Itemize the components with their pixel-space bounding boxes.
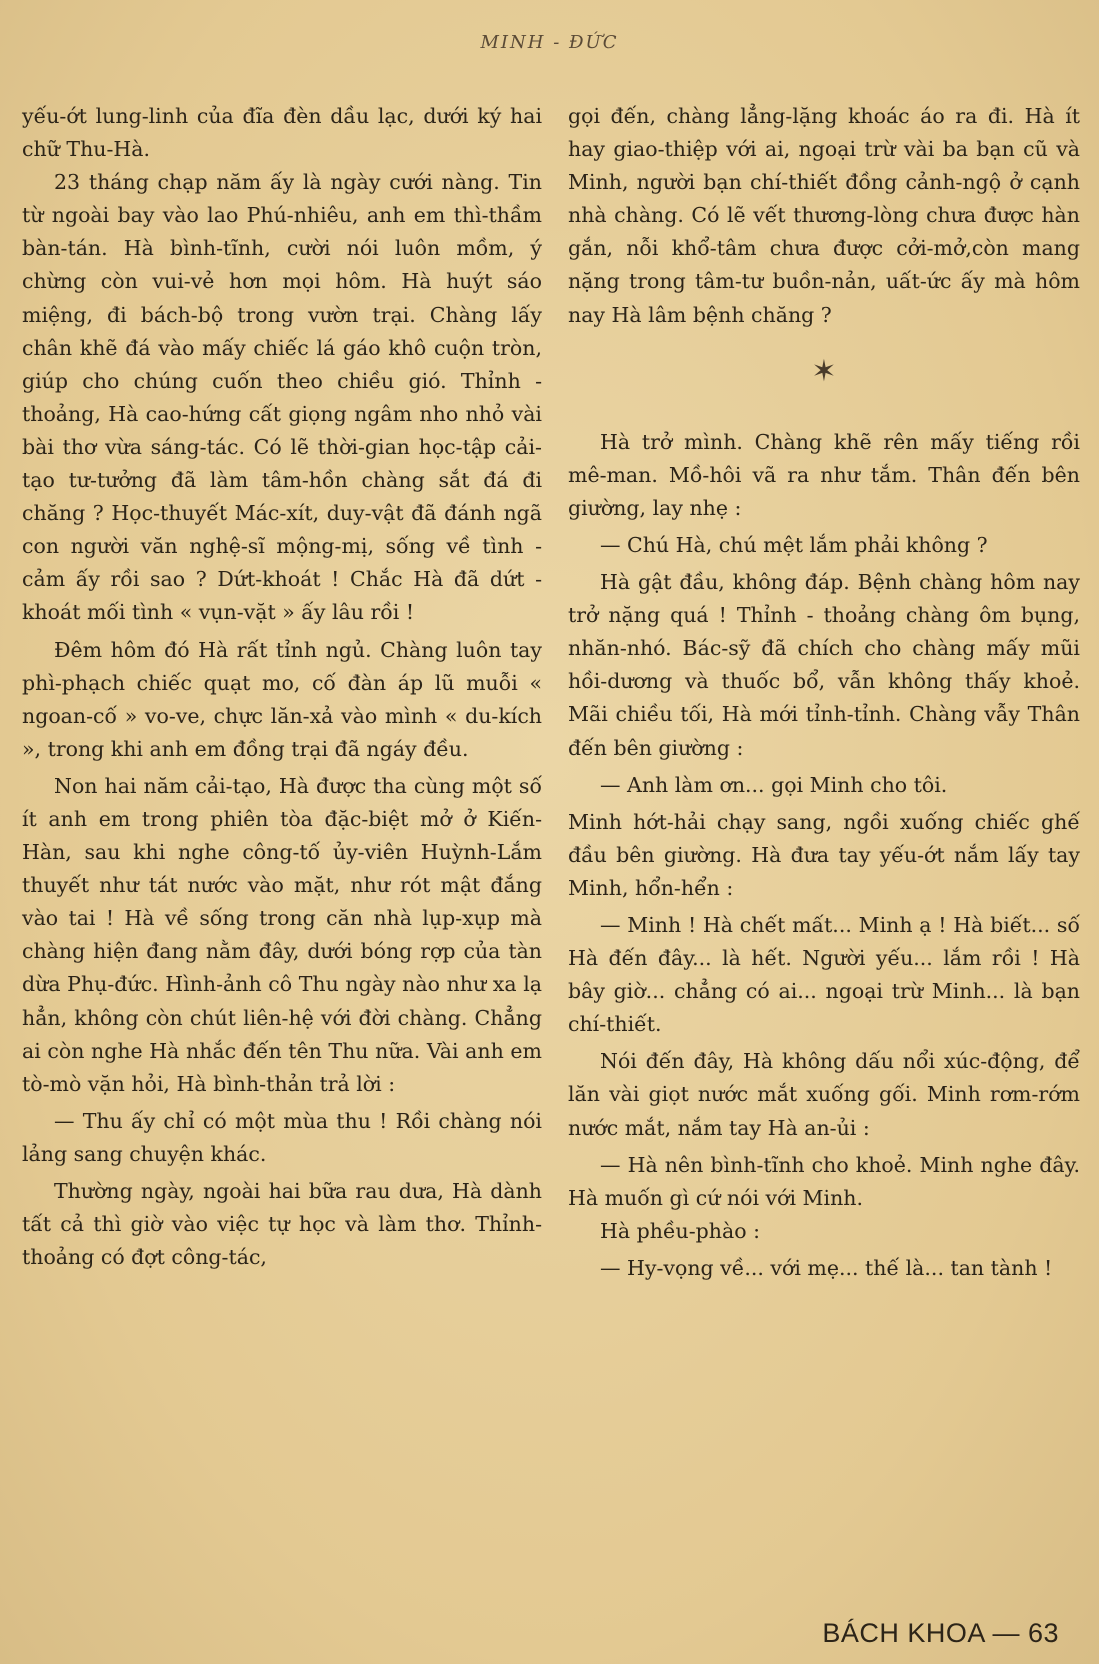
page-footer: BÁCH KHOA — 63 bbox=[822, 1618, 1059, 1648]
left-column bbox=[22, 100, 542, 1274]
dialogue-paragraph: — Minh ! Hà chết mất... Minh ạ ! Hà biết... số Hà đến đây... là hết. Người yếu... lắm rồi ! Hà bây giờ... chẳng có ai... ngoại trừ Minh... là bạn chí-thiết. bbox=[568, 912, 1080, 1037]
paragraph: yếu-ớt lung-linh của đĩa đèn dầu lạc, dưới ký hai chữ Thu-Hà. bbox=[22, 104, 542, 162]
paragraph: Hà trở mình. Chàng khẽ rên mấy tiếng rồi mê-man. Mồ-hôi vã ra như tắm. Thân đến bên giường, lay nhẹ : bbox=[568, 429, 1080, 520]
dialogue-paragraph: — Hà nên bình-tĩnh cho khoẻ. Minh nghe đây. Hà muốn gì cứ nói với Minh. bbox=[568, 1152, 1080, 1210]
dialogue-paragraph: — Hy-vọng về... với mẹ... thế là... tan tành ! bbox=[600, 1255, 1053, 1280]
dialogue-paragraph: — Chú Hà, chú mệt lắm phải không ? bbox=[600, 532, 988, 557]
paragraph: 23 tháng chạp năm ấy là ngày cưới nàng. Tin từ ngoài bay vào lao Phú-nhiêu, anh em thì-thầm bàn-tán. Hà bình-tĩnh, cười nói luôn mồm, ý chừng còn vui-vẻ hơn mọi hôm. Hà huýt sáo miệng, đi bách-bộ trong vườn trại. Chàng lấy chân khẽ đá vào mấy chiếc lá gáo khô cuộn tròn, giúp cho chúng cuốn theo chiều gió. Thỉnh - thoảng, Hà cao-hứng cất giọng ngâm nho nhỏ vài bài thơ vừa sáng-tác. Có lẽ thời-gian học-tập cải-tạo tư-tưởng đã làm tâm-hồn chàng sắt đá đi chăng ? Học-thuyết Mác-xít, duy-vật đã đánh ngã con người văn nghệ-sĩ mộng-mị, sống về tình - cảm ấy rồi sao ? Dứt-khoát ! Chắc Hà đã dứt - khoát mối tình « vụn-vặt » ấy lâu rồi ! bbox=[22, 170, 542, 625]
paragraph: Nói đến đây, Hà không dấu nổi xúc-động, để lăn vài giọt nước mắt xuống gối. Minh rơm-rớm nước mắt, nắm tay Hà an-ủi : bbox=[568, 1049, 1080, 1140]
paragraph: Hà phều-phào : bbox=[600, 1218, 760, 1243]
dialogue-paragraph: — Thu ấy chỉ có một mùa thu ! Rồi chàng nói lảng sang chuyện khác. bbox=[22, 1108, 542, 1166]
paragraph: Đêm hôm đó Hà rất tỉnh ngủ. Chàng luôn tay phì-phạch chiếc quạt mo, cố đàn áp lũ muỗi « ngoan-cố » vo-ve, chực lăn-xả vào mình « du-kích », trong khi anh em đồng trại đã ngáy đều. bbox=[22, 637, 542, 761]
star-separator-icon: ✶ bbox=[811, 353, 837, 389]
paragraph: Hà gật đầu, không đáp. Bệnh chàng hôm nay trở nặng quá ! Thỉnh - thoảng chàng ôm bụng, nhăn-nhó. Bác-sỹ đã chích cho chàng mấy mũi hồi-dương và thuốc bổ, vẫn không thấy khoẻ. Mãi chiều tối, Hà mới tỉnh-tỉnh. Chàng vẫy Thân đến bên giường : bbox=[568, 570, 1080, 760]
right-column bbox=[568, 100, 1080, 1285]
paragraph: Thường ngày, ngoài hai bữa rau dưa, Hà dành tất cả thì giờ vào việc tự học và làm thơ. Thỉnh-thoảng có đợt công-tác, bbox=[22, 1179, 542, 1270]
paragraph: Non hai năm cải-tạo, Hà được tha cùng một số ít anh em trong phiên tòa đặc-biệt mở ở Kiến-Hàn, sau khi nghe công-tố ủy-viên Huỳnh-Lắm thuyết như tát nước vào mặt, như rót mật đắng vào tai ! Hà về sống trong căn nhà lụp-xụp mà chàng hiện đang nằm đây, dưới bóng rợp của tàn dừa Phụ-đức. Hình-ảnh cô Thu ngày nào như xa lạ hẳn, không còn chút liên-hệ với đời chàng. Chẳng ai còn nghe Hà nhắc đến tên Thu nữa. Vài anh em tò-mò vặn hỏi, Hà bình-thản trả lời : bbox=[22, 773, 542, 1096]
paragraph: gọi đến, chàng lẳng-lặng khoác áo ra đi. Hà ít hay giao-thiệp với ai, ngoại trừ vài ba bạn cũ và Minh, người bạn chí-thiết đồng cảnh-ngộ ở cạnh nhà chàng. Có lẽ vết thương-lòng chưa được hàn gắn, nỗi khổ-tâm chưa được cởi-mở,còn mang nặng trong tâm-tư buồn-nản, uất-ức ấy mà hôm nay Hà lâm bệnh chăng ? bbox=[568, 104, 1080, 327]
paragraph: Minh hớt-hải chạy sang, ngồi xuống chiếc ghế đầu bên giường. Hà đưa tay yếu-ớt nắm lấy tay Minh, hổn-hển : bbox=[568, 809, 1080, 900]
running-header: MINH - ĐỨC bbox=[480, 32, 619, 53]
dialogue-paragraph: — Anh làm ơn... gọi Minh cho tôi. bbox=[600, 772, 948, 797]
